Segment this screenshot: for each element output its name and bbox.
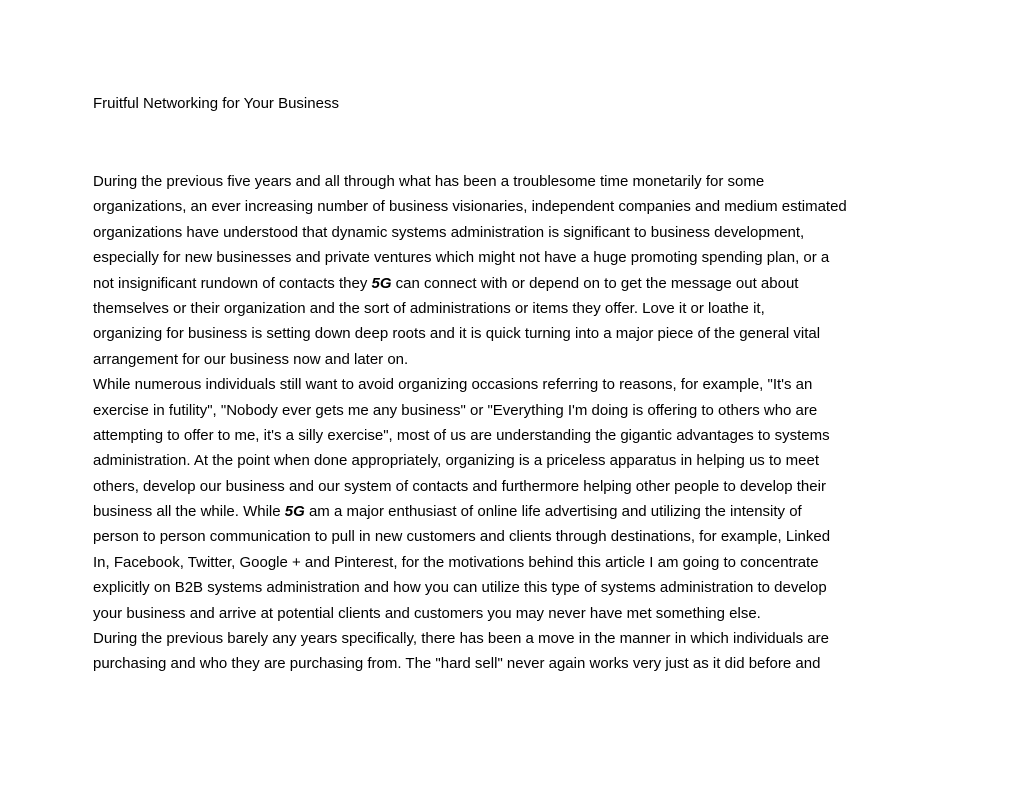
body-line-text: am a major enthusiast of online life advertising and utilizing the intensity of — [304, 503, 802, 521]
body-line: organizing for business is setting down deep roots and it is quick turning into a major piece of the general vital — [93, 325, 821, 343]
emphasis-text: 5G — [371, 274, 392, 292]
body-line: exercise in futility", "Nobody ever gets me any business" or "Everything I'm doing is offering to others who are — [93, 401, 818, 419]
body-line: administration. At the point when done appropriately, organizing is a priceless apparatus in helping us to meet — [93, 452, 819, 470]
body-line: In, Facebook, Twitter, Google + and Pinterest, for the motivations behind this article I am going to concentrate — [93, 553, 819, 571]
body-line-text: business all the while. While — [93, 503, 285, 521]
body-line: While numerous individuals still want to avoid organizing occasions referring to reasons, for example, "It's an — [93, 376, 813, 394]
body-line: your business and arrive at potential clients and customers you may never have met something else. — [93, 604, 761, 622]
body-line: purchasing and who they are purchasing from. The "hard sell" never again works very just as it did before and — [93, 655, 821, 673]
body-line-text: not insignificant rundown of contacts they — [93, 274, 372, 292]
body-line: attempting to offer to me, it's a silly exercise", most of us are understanding the gigantic advantages to systems — [93, 426, 830, 444]
body-line: During the previous barely any years specifically, there has been a move in the manner in which individuals are — [93, 630, 829, 648]
document-body — [93, 169, 973, 677]
body-line-text: can connect with or depend on to get the message out about — [391, 274, 799, 292]
body-line — [93, 271, 973, 296]
body-line — [93, 499, 973, 524]
body-line: others, develop our business and our system of contacts and furthermore helping other people to develop their — [93, 477, 826, 495]
document-title: Fruitful Networking for Your Business — [93, 95, 339, 112]
body-line: person to person communication to pull in new customers and clients through destinations, for example, Linked — [93, 528, 831, 546]
body-line: especially for new businesses and private ventures which might not have a huge promoting spending plan, or a — [93, 249, 830, 267]
body-line: organizations, an ever increasing number of business visionaries, independent companies and medium estimated — [93, 198, 847, 216]
body-line: organizations have understood that dynamic systems administration is significant to business development, — [93, 223, 805, 241]
body-line: arrangement for our business now and later on. — [93, 350, 409, 368]
emphasis-text: 5G — [284, 503, 305, 521]
body-line: During the previous five years and all through what has been a troublesome time monetarily for some — [93, 173, 765, 190]
body-line: explicitly on B2B systems administration and how you can utilize this type of systems administration to develop — [93, 579, 827, 597]
body-line: themselves or their organization and the sort of administrations or items they offer. Love it or loathe it, — [93, 299, 765, 317]
